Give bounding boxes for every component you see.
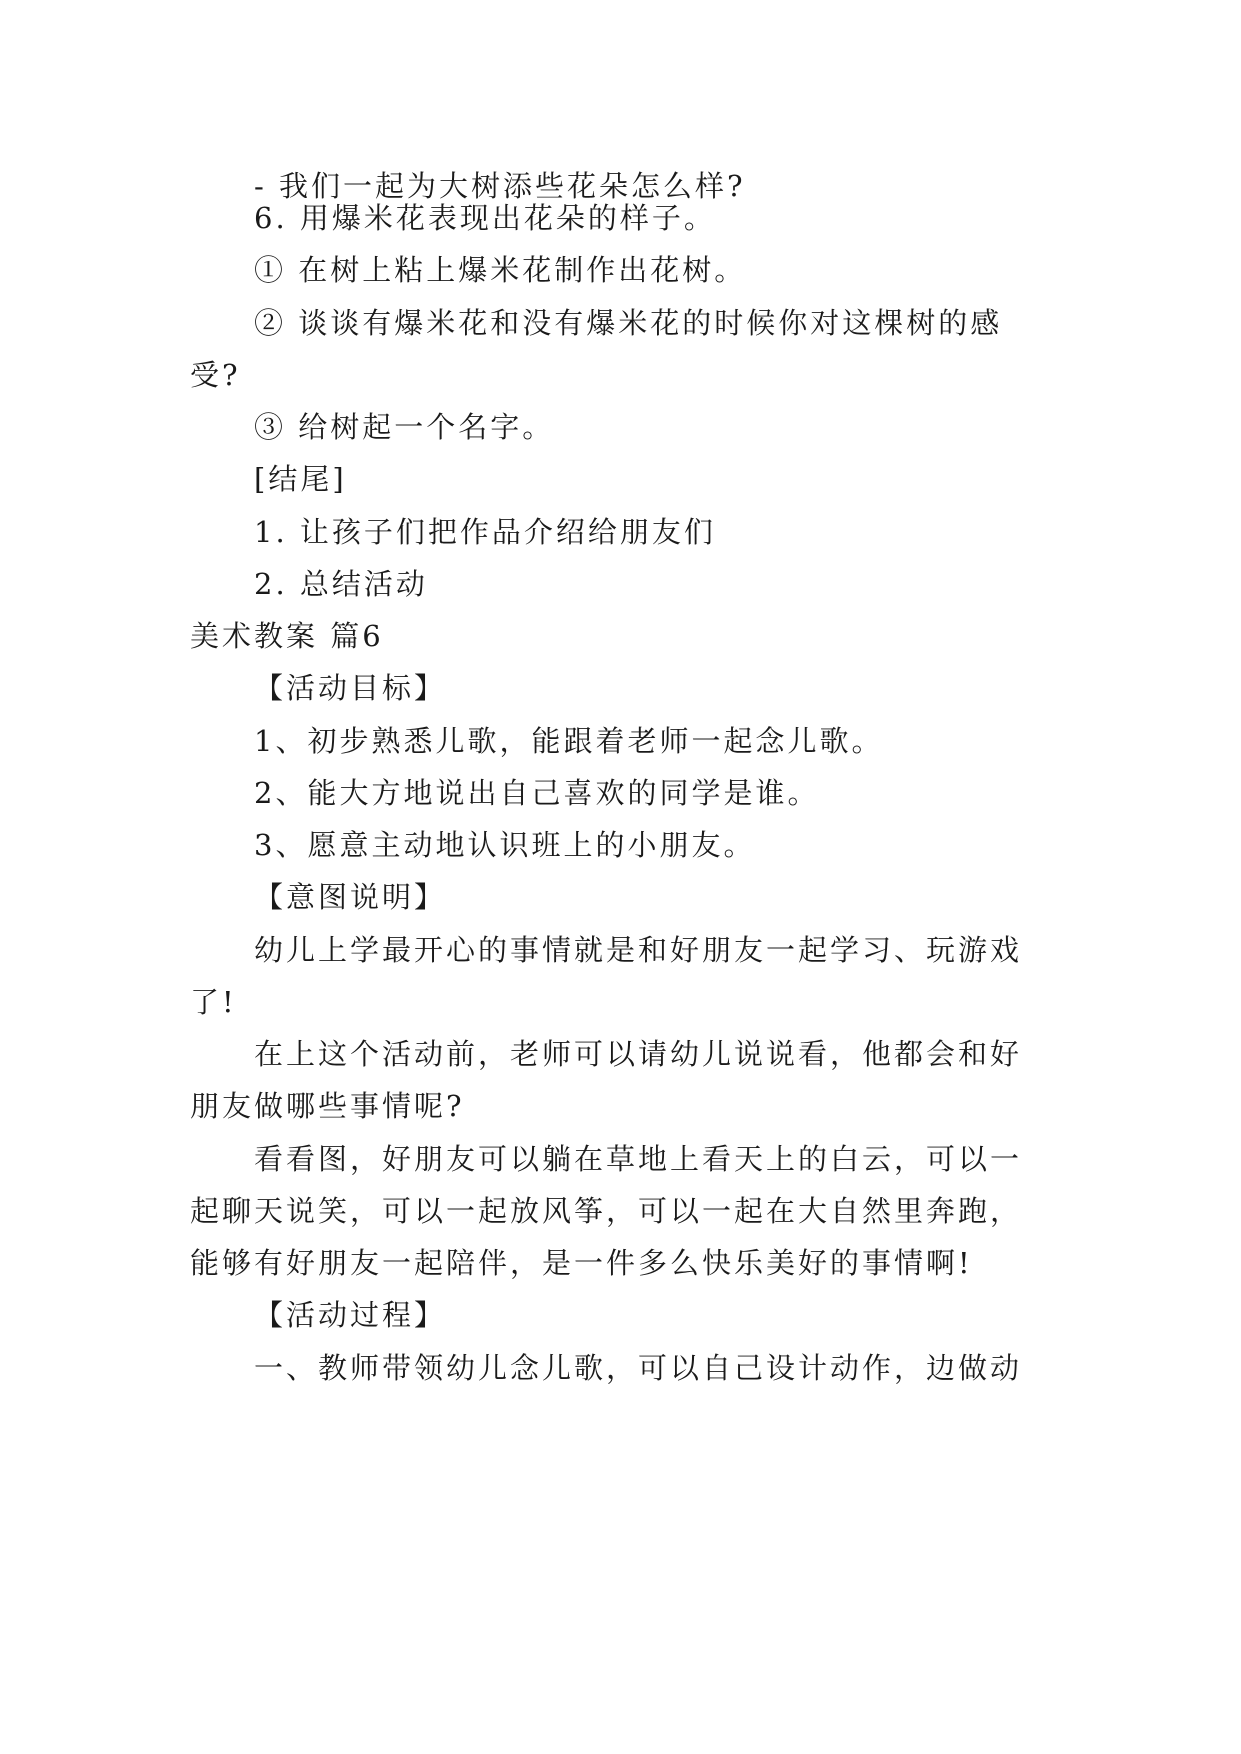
text-line: 3、愿意主动地认识班上的小朋友。 xyxy=(254,828,756,862)
text-line: ① 在树上粘上爆米花制作出花树。 xyxy=(254,253,747,287)
text-line: 能够有好朋友一起陪伴，是一件多么快乐美好的事情啊! xyxy=(190,1246,973,1280)
text-line: 1、初步熟悉儿歌，能跟着老师一起念儿歌。 xyxy=(254,724,884,758)
text-line: 了! xyxy=(190,985,237,1019)
text-line: 一、教师带领幼儿念儿歌，可以自己设计动作，边做动 xyxy=(254,1351,1023,1385)
text-line: 幼儿上学最开心的事情就是和好朋友一起学习、玩游戏 xyxy=(254,933,1023,967)
text-line: 起聊天说笑，可以一起放风筝，可以一起在大自然里奔跑， xyxy=(190,1194,1023,1228)
section-heading: [结尾] xyxy=(254,462,347,496)
text-line: 2. 总结活动 xyxy=(254,567,428,601)
text-line: 在上这个活动前，老师可以请幼儿说说看，他都会和好 xyxy=(254,1037,1023,1071)
section-heading: 【活动目标】 xyxy=(254,671,447,705)
text-line: 受? xyxy=(190,358,241,392)
text-line: - 我们一起为大树添些花朵怎么样? xyxy=(254,169,746,203)
article-title: 美术教案 篇6 xyxy=(190,619,384,653)
text-line: ② 谈谈有爆米花和没有爆米花的时候你对这棵树的感 xyxy=(254,306,1003,340)
text-line: 6. 用爆米花表现出花朵的样子。 xyxy=(254,201,716,235)
text-line: 2、能大方地说出自己喜欢的同学是谁。 xyxy=(254,776,820,810)
text-line: ③ 给树起一个名字。 xyxy=(254,410,555,444)
text-line: 看看图，好朋友可以躺在草地上看天上的白云，可以一 xyxy=(254,1142,1023,1176)
text-line: 1. 让孩子们把作品介绍给朋友们 xyxy=(254,515,716,549)
text-line: 朋友做哪些事情呢? xyxy=(190,1089,465,1123)
section-heading: 【意图说明】 xyxy=(254,880,447,914)
section-heading: 【活动过程】 xyxy=(254,1298,447,1332)
